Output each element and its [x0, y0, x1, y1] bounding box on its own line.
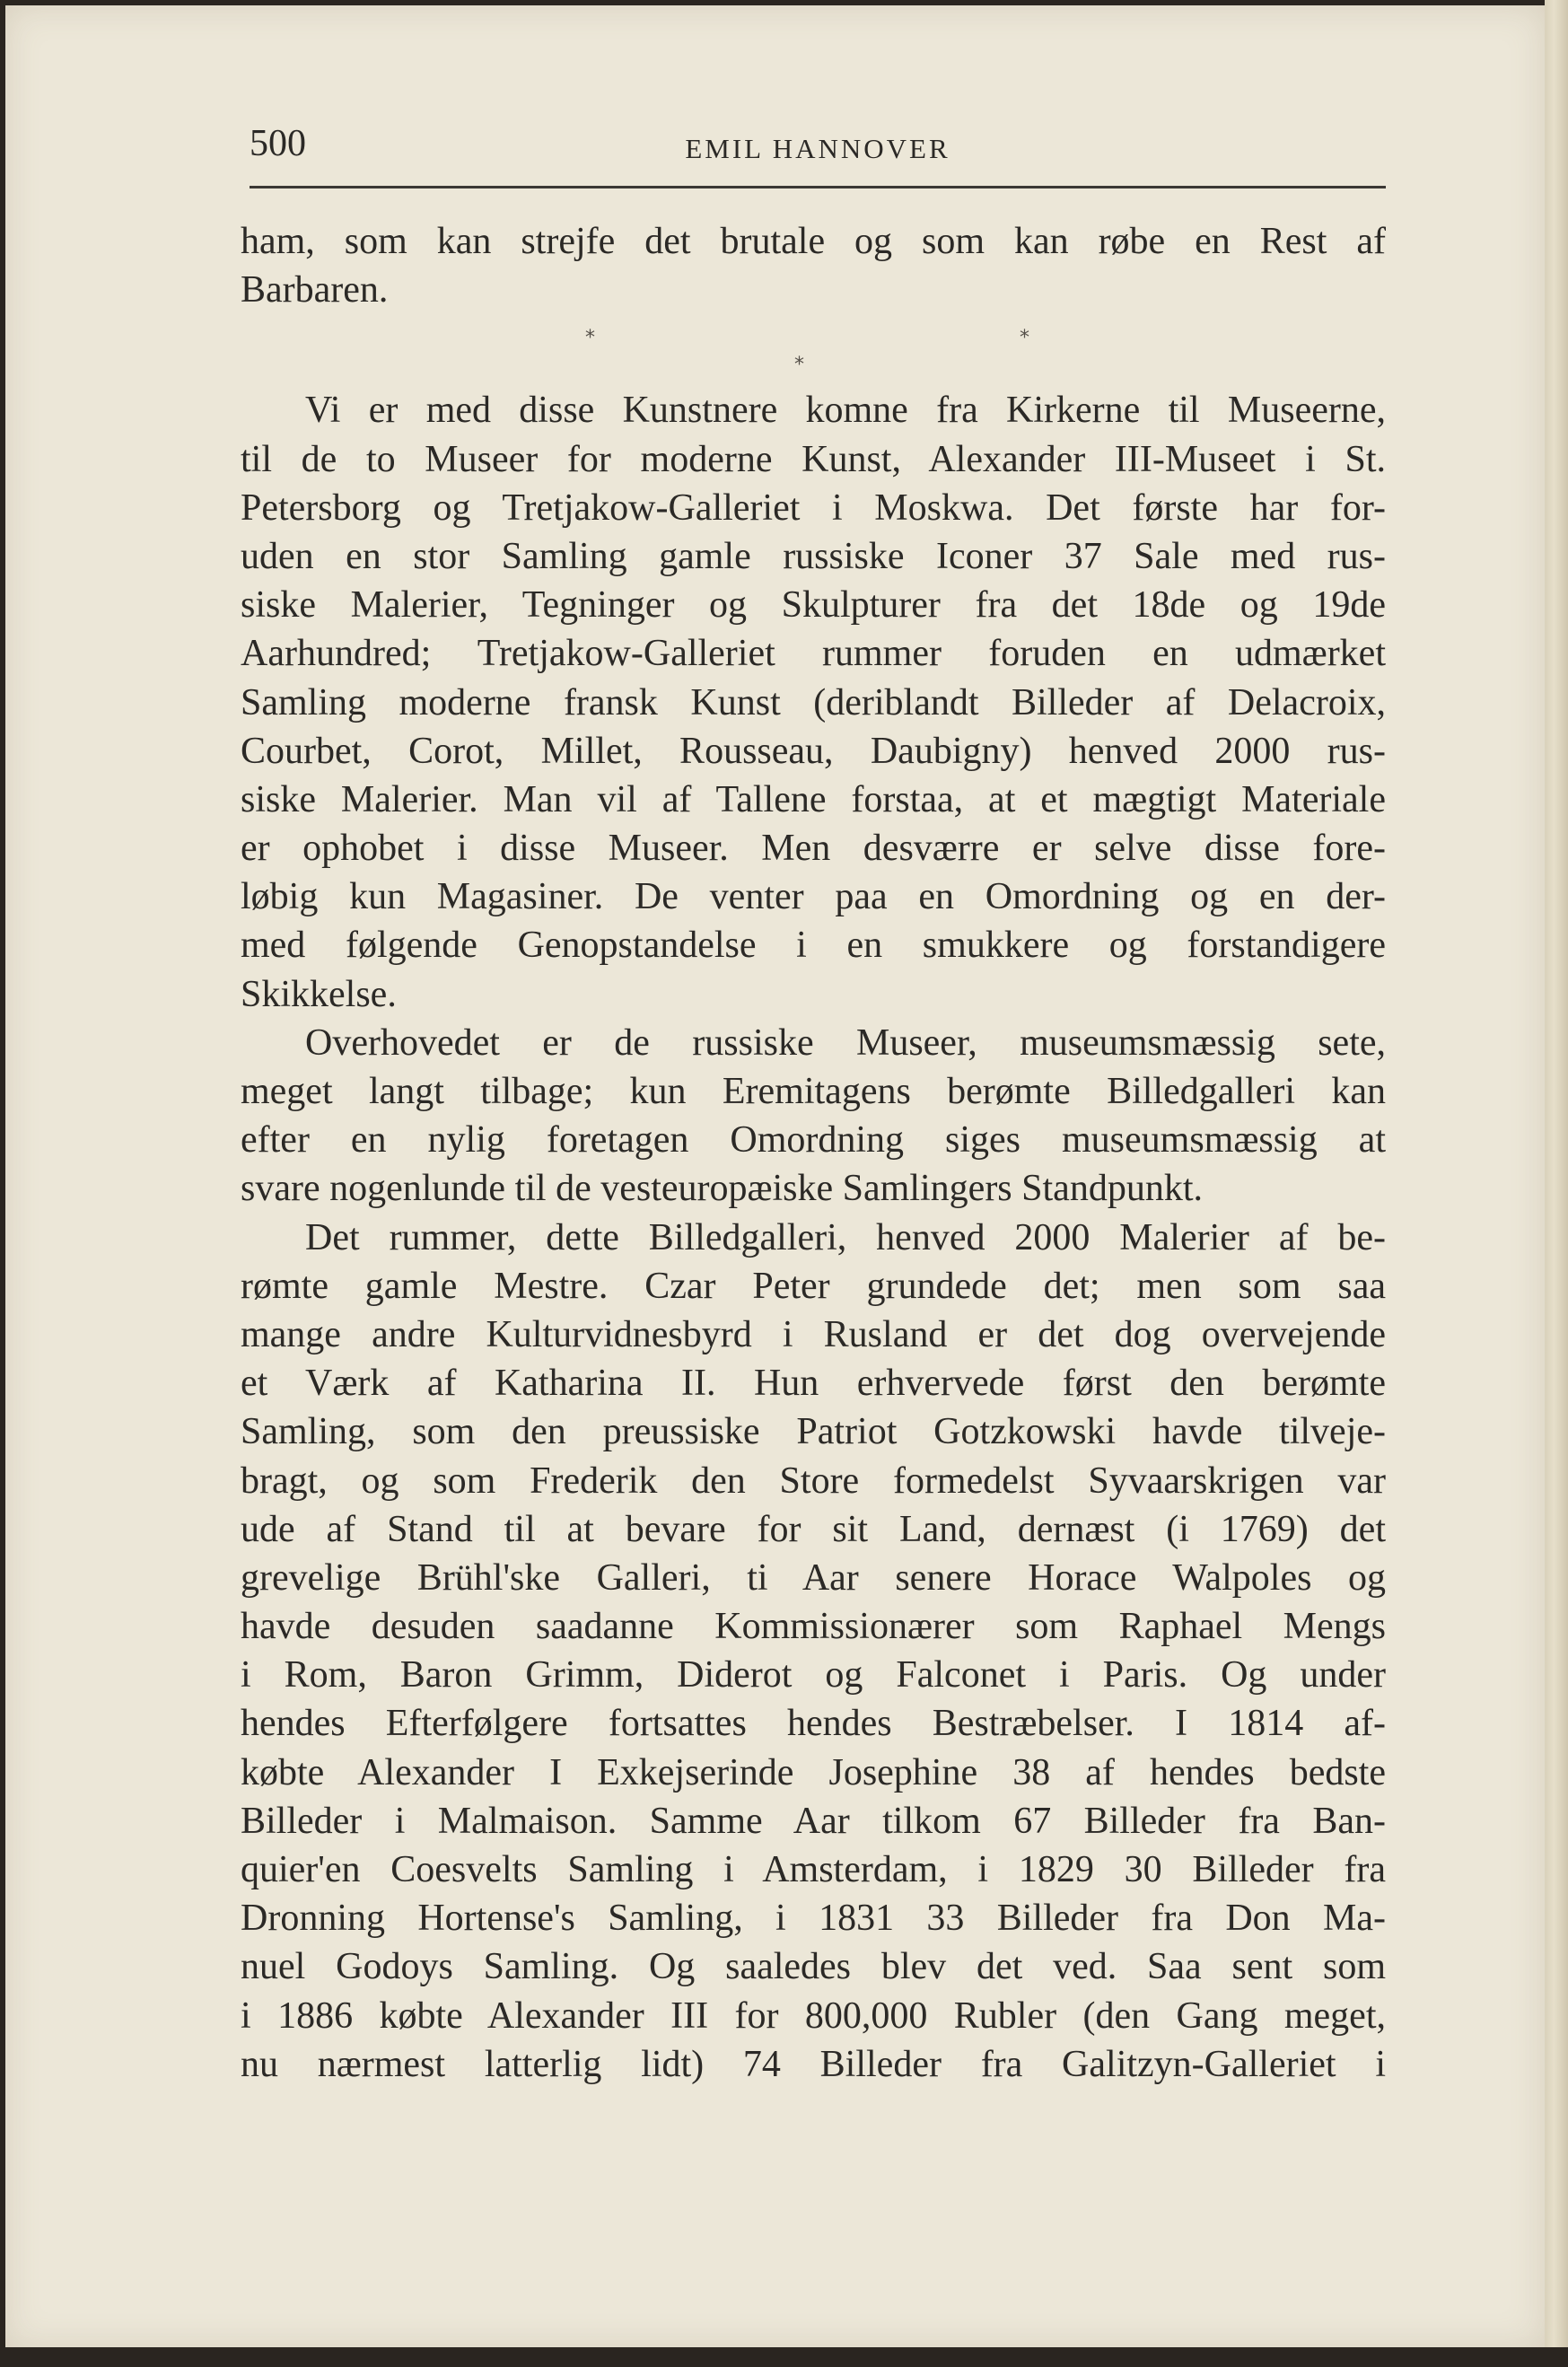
- text-line: købte Alexander I Exkejserinde Josephine 38 af hendes bedste: [241, 1751, 1386, 1793]
- text-line: svare nogenlunde til de vesteuropæiske Samlingers Standpunkt.: [241, 1168, 1203, 1210]
- text-line: siske Malerier. Man vil af Tallene forstaa, at et mægtigt Materiale: [241, 778, 1386, 820]
- text-line: Courbet, Corot, Millet, Rousseau, Daubigny) henved 2000 rus-: [241, 730, 1386, 772]
- page-header: [250, 122, 1386, 185]
- body-text: [241, 217, 1386, 2089]
- asterisk: *: [794, 354, 804, 377]
- asterisk: *: [1020, 327, 1029, 350]
- text-line: Overhovedet er de russiske Museer, museumsmæssig sete,: [305, 1021, 1386, 1064]
- text-line: Samling, som den preussiske Patriot Gotzkowski havde tilveje-: [241, 1411, 1386, 1453]
- bottom-margin: [0, 2347, 1568, 2367]
- text-line: hendes Efterfølgere fortsattes hendes Bestræbelser. I 1814 af-: [241, 1703, 1386, 1745]
- text-line: grevelige Brühl'ske Galleri, ti Aar senere Horace Walpoles og: [241, 1556, 1386, 1599]
- text-line: Samling moderne fransk Kunst (deriblandt Billeder af Delacroix,: [241, 681, 1386, 723]
- text-line: Dronning Hortense's Samling, i 1831 33 Billeder fra Don Ma-: [241, 1898, 1386, 1940]
- text-line: er ophobet i disse Museer. Men desværre er selve disse fore-: [241, 828, 1386, 870]
- text-line: nuel Godoys Samling. Og saaledes blev det ved. Saa sent som: [241, 1946, 1386, 1988]
- text-line: efter en nylig foretagen Omordning siges museumsmæssig at: [241, 1119, 1386, 1162]
- text-line: med følgende Genopstandelse i en smukkere og forstandigere: [241, 925, 1386, 967]
- text-line: Det rummer, dette Billedgalleri, henved 2000 Malerier af be-: [305, 1216, 1386, 1258]
- text-line: i 1886 købte Alexander III for 800,000 Rubler (den Gang meget,: [241, 1994, 1386, 2037]
- text-line: ham, som kan strejfe det brutale og som kan røbe en Rest af: [241, 221, 1386, 262]
- section-break-asterism: [241, 314, 1386, 386]
- text-line: Barbaren.: [241, 269, 389, 311]
- text-line: Skikkelse.: [241, 973, 397, 1015]
- asterisk: *: [585, 327, 595, 350]
- page-number: 500: [250, 123, 306, 164]
- text-line: nu nærmest latterlig lidt) 74 Billeder fra Galitzyn-Galleriet i: [241, 2043, 1386, 2085]
- text-line: quier'en Coesvelts Samling i Amsterdam, i 1829 30 Billeder fra: [241, 1849, 1386, 1890]
- text-line: siske Malerier, Tegninger og Skulpturer fra det 18de og 19de: [241, 584, 1386, 627]
- text-line: ude af Stand til at bevare for sit Land, dernæst (i 1769) det: [241, 1508, 1386, 1550]
- text-line: Aarhundred; Tretjakow-Galleriet rummer foruden en udmærket: [241, 633, 1386, 675]
- running-title: EMIL HANNOVER: [685, 133, 950, 164]
- text-line: Billeder i Malmaison. Samme Aar tilkom 67 Billeder fra Ban-: [241, 1800, 1386, 1842]
- text-line: løbig kun Magasiner. De venter paa en Omordning og en der-: [241, 876, 1386, 918]
- text-line: Petersborg og Tretjakow-Galleriet i Moskwa. Det første har for-: [241, 487, 1386, 529]
- text-line: uden en stor Samling gamle russiske Iconer 37 Sale med rus-: [241, 535, 1386, 577]
- text-line: meget langt tilbage; kun Eremitagens berømte Billedgalleri kan: [241, 1071, 1386, 1112]
- text-line: til de to Museer for moderne Kunst, Alexander III-Museet i St.: [241, 438, 1386, 480]
- text-line: mange andre Kulturvidnesbyrd i Rusland er det dog overvejende: [241, 1313, 1386, 1355]
- text-line: bragt, og som Frederik den Store formedelst Syvaarskrigen var: [241, 1460, 1386, 1502]
- text-line: et Værk af Katharina II. Hun erhvervede først den berømte: [241, 1363, 1386, 1405]
- text-line: rømte gamle Mestre. Czar Peter grundede det; men som saa: [241, 1265, 1386, 1307]
- text-line: i Rom, Baron Grimm, Diderot og Falconet i Paris. Og under: [241, 1654, 1386, 1696]
- page-edge: [1545, 0, 1568, 2367]
- text-line: Vi er med disse Kunstnere komne fra Kirkerne til Museerne,: [305, 390, 1386, 432]
- text-line: havde desuden saadanne Kommissionærer som Raphael Mengs: [241, 1606, 1386, 1648]
- header-rule: [250, 186, 1386, 188]
